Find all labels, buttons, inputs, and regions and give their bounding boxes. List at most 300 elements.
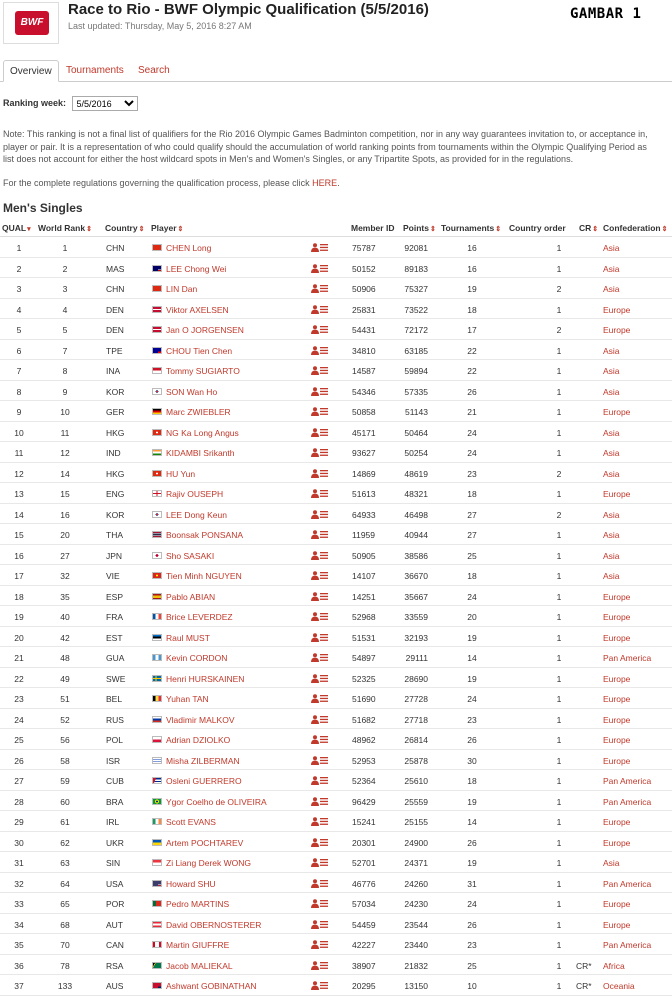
qual-cell: 14: [14, 509, 24, 520]
member-id-cell: 51682: [352, 714, 376, 725]
col-country-order[interactable]: [509, 223, 566, 233]
section-title: Men's Singles: [3, 201, 83, 215]
player-profile-icon[interactable]: [311, 469, 319, 478]
disclaimer-line: Note: This ranking is not a final list of qualifiers for the Rio 2016 Olympic Games Badminton competition, nor in any way guarantees invitation to, or acceptance in,: [3, 129, 648, 139]
country-order-cell: 1: [556, 263, 562, 274]
qual-cell: 33: [14, 899, 24, 909]
player-profile-icon[interactable]: [311, 264, 319, 273]
qual-cell: 24: [14, 714, 24, 725]
table-row: [0, 545, 672, 566]
player-profile-icon[interactable]: [311, 858, 319, 867]
confederation-cell: Pan America: [603, 653, 652, 663]
player-results-icon[interactable]: [320, 716, 328, 723]
player-link[interactable]: SON Wan Ho: [166, 386, 218, 397]
col-country[interactable]: [105, 223, 144, 233]
profile-actions: [311, 510, 329, 519]
col-player-label: Player: [151, 223, 177, 233]
player-profile-icon[interactable]: [311, 817, 319, 826]
confederation-cell: Europe: [603, 714, 631, 725]
profile-actions: [311, 346, 329, 355]
player-profile-icon[interactable]: [311, 571, 319, 580]
player-link[interactable]: LIN Dan: [166, 284, 198, 294]
player-results-icon[interactable]: [320, 326, 328, 333]
profile-actions: [311, 858, 329, 867]
table-row: [0, 914, 672, 935]
world-rank-cell: 58: [60, 755, 70, 766]
player-link[interactable]: HU Yun: [166, 468, 196, 479]
world-rank-cell: 133: [57, 981, 73, 991]
country-cell: ENG: [106, 489, 125, 499]
player-results-icon[interactable]: [320, 736, 328, 743]
qual-cell: 19: [14, 612, 24, 622]
player-link[interactable]: Pablo ABIAN: [166, 591, 216, 602]
player-profile-icon[interactable]: [311, 407, 319, 416]
table-row: [0, 791, 672, 812]
table-row: [0, 852, 672, 873]
player-results-icon[interactable]: [320, 265, 328, 272]
country-cell: GUA: [106, 653, 125, 663]
country-cell: MAS: [106, 263, 125, 274]
sort-icon: ⇕: [661, 226, 668, 233]
country-cell: GER: [106, 407, 125, 417]
confederation-cell: Asia: [603, 386, 620, 397]
confederation-cell: Asia: [603, 571, 620, 581]
country-order-cell: 2: [556, 468, 562, 479]
country-order-cell: 1: [556, 345, 562, 356]
player-profile-icon[interactable]: [311, 756, 319, 765]
flag-icon: [152, 408, 162, 415]
member-id-cell: 14587: [352, 366, 376, 376]
tournaments-cell: 24: [467, 591, 477, 602]
country-cell: HKG: [106, 427, 125, 438]
member-id-cell: 54897: [352, 653, 376, 663]
player-link[interactable]: Ygor Coelho de OLIVEIRA: [166, 796, 267, 807]
player-profile-icon[interactable]: [311, 366, 319, 375]
player-results-icon[interactable]: [320, 429, 328, 436]
ranking-week-control: [3, 96, 138, 111]
col-country-label: Country: [105, 223, 138, 233]
country-order-cell: 1: [556, 386, 562, 397]
qual-cell: 35: [14, 940, 24, 950]
flag-icon: [152, 982, 162, 989]
qual-cell: 25: [14, 735, 24, 745]
player-link[interactable]: Boonsak PONSANA: [166, 530, 244, 540]
player-link[interactable]: Zi Liang Derek WONG: [166, 858, 252, 868]
player-results-icon[interactable]: [320, 859, 328, 866]
player-results-icon[interactable]: [320, 408, 328, 415]
flag-icon: [152, 818, 162, 825]
player-profile-icon[interactable]: [311, 530, 319, 539]
tab-overview[interactable]: Overview: [3, 60, 59, 82]
confederation-cell: Europe: [603, 407, 631, 417]
country-order-cell: 1: [556, 591, 562, 602]
player-results-icon[interactable]: [320, 921, 328, 928]
player-results-icon[interactable]: [320, 798, 328, 805]
world-rank-cell: 48: [60, 653, 70, 663]
player-profile-icon[interactable]: [311, 797, 319, 806]
player-results-icon[interactable]: [320, 511, 328, 518]
world-rank-cell: 51: [60, 694, 70, 704]
confederation-cell: Pan America: [603, 878, 652, 889]
tournaments-cell: 23: [467, 940, 477, 950]
col-cr[interactable]: [579, 223, 598, 233]
world-rank-cell: 56: [60, 735, 70, 745]
player-results-icon[interactable]: [320, 654, 328, 661]
points-cell: 48619: [404, 468, 428, 479]
qual-cell: 30: [14, 837, 24, 848]
country-order-cell: 1: [556, 427, 562, 438]
points-cell: 92081: [404, 243, 428, 253]
tournaments-cell: 23: [467, 714, 477, 725]
flag-icon: [152, 613, 162, 620]
points-cell: 32193: [404, 632, 428, 643]
player-link[interactable]: Artem POCHTAREV: [166, 837, 244, 848]
points-cell: 13150: [404, 981, 428, 991]
country-cell: THA: [106, 530, 123, 540]
profile-actions: [311, 756, 329, 765]
tournaments-cell: 26: [467, 919, 477, 930]
player-results-icon[interactable]: [320, 880, 328, 887]
flag-icon: [152, 490, 162, 497]
points-cell: 28690: [404, 673, 428, 684]
player-link[interactable]: Jacob MALIEKAL: [166, 960, 233, 971]
qual-cell: 3: [16, 284, 22, 294]
player-results-icon[interactable]: [320, 613, 328, 620]
ranking-week-select[interactable]: [72, 96, 138, 111]
player-link[interactable]: David OBERNOSTERER: [166, 919, 262, 930]
profile-actions: [311, 797, 329, 806]
points-cell: 25610: [404, 776, 428, 786]
player-link[interactable]: CHEN Long: [166, 243, 212, 253]
confederation-cell: Europe: [603, 899, 631, 909]
confederation-cell: Asia: [603, 284, 620, 294]
player-results-icon[interactable]: [320, 367, 328, 374]
col-qual[interactable]: [2, 223, 31, 233]
player-results-icon[interactable]: [320, 900, 328, 907]
player-link[interactable]: Ashwant GOBINATHAN: [166, 981, 257, 991]
table-row: [0, 606, 672, 627]
confederation-cell: Europe: [603, 325, 631, 335]
points-cell: 38586: [404, 550, 428, 561]
player-link[interactable]: Rajiv OUSEPH: [166, 489, 224, 499]
country-cell: BEL: [106, 694, 123, 704]
player-results-icon[interactable]: [320, 941, 328, 948]
player-link[interactable]: LEE Chong Wei: [166, 263, 227, 274]
flag-icon: [152, 859, 162, 866]
tournaments-cell: 23: [467, 468, 477, 479]
country-cell: VIE: [106, 571, 120, 581]
confederation-cell: Africa: [603, 960, 625, 971]
world-rank-cell: 20: [60, 530, 70, 540]
player-link[interactable]: KIDAMBI Srikanth: [166, 448, 235, 458]
world-rank-cell: 1: [62, 243, 68, 253]
points-cell: 35667: [404, 591, 428, 602]
qual-cell: 13: [14, 489, 24, 499]
col-tournaments[interactable]: [441, 223, 501, 233]
qual-cell: 22: [14, 673, 24, 684]
flag-icon: [152, 449, 162, 456]
player-profile-icon[interactable]: [311, 551, 319, 560]
country-cell: SIN: [106, 858, 121, 868]
player-profile-icon[interactable]: [311, 981, 319, 990]
player-link[interactable]: Misha ZILBERMAN: [166, 755, 240, 766]
qual-cell: 29: [14, 817, 24, 827]
profile-actions: [311, 653, 329, 662]
player-link[interactable]: Kevin CORDON: [166, 653, 228, 663]
player-profile-icon[interactable]: [311, 284, 319, 293]
player-profile-icon[interactable]: [311, 735, 319, 744]
member-id-cell: 51531: [352, 632, 376, 643]
player-results-icon[interactable]: [320, 388, 328, 395]
table-row: [0, 975, 672, 996]
country-cell: JPN: [106, 550, 123, 561]
confederation-cell: Asia: [603, 550, 620, 561]
points-cell: 24260: [404, 878, 428, 889]
player-results-icon[interactable]: [320, 777, 328, 784]
member-id-cell: 52364: [352, 776, 376, 786]
sort-icon: ⇕: [592, 226, 599, 233]
member-id-cell: 54346: [352, 386, 376, 397]
member-id-cell: 20295: [352, 981, 376, 991]
country-cell: CHN: [106, 243, 125, 253]
world-rank-cell: 14: [60, 468, 70, 479]
player-link[interactable]: Marc ZWIEBLER: [166, 407, 231, 417]
tab-tournaments[interactable]: Tournaments: [66, 65, 124, 76]
player-link[interactable]: LEE Dong Keun: [166, 509, 227, 520]
player-profile-icon[interactable]: [311, 346, 319, 355]
points-cell: 51143: [404, 407, 428, 417]
table-row: [0, 524, 672, 545]
country-order-cell: 1: [556, 837, 562, 848]
col-points[interactable]: [403, 223, 436, 233]
country-order-cell: 2: [556, 284, 562, 294]
player-link[interactable]: CHOU Tien Chen: [166, 345, 233, 356]
flag-icon: [152, 695, 162, 702]
flag-icon: [152, 941, 162, 948]
world-rank-cell: 60: [60, 796, 70, 807]
player-results-icon[interactable]: [320, 962, 328, 969]
player-results-icon[interactable]: [320, 531, 328, 538]
player-link[interactable]: Raul MUST: [166, 632, 210, 643]
player-link[interactable]: Henri HURSKAINEN: [166, 673, 245, 684]
tournaments-cell: 24: [467, 448, 477, 458]
tournaments-cell: 18: [467, 776, 477, 786]
world-rank-cell: 61: [60, 817, 70, 827]
player-link[interactable]: Yuhan TAN: [166, 694, 209, 704]
col-player[interactable]: [151, 223, 183, 233]
player-profile-icon[interactable]: [311, 879, 319, 888]
player-profile-icon[interactable]: [311, 961, 319, 970]
world-rank-cell: 63: [60, 858, 70, 868]
player-link[interactable]: Martin GIUFFRE: [166, 940, 230, 950]
player-results-icon[interactable]: [320, 449, 328, 456]
confederation-cell: Pan America: [603, 940, 652, 950]
profile-actions: [311, 284, 329, 293]
player-results-icon[interactable]: [320, 572, 328, 579]
player-results-icon[interactable]: [320, 675, 328, 682]
country-order-cell: 1: [556, 407, 562, 417]
col-world-rank[interactable]: [38, 223, 92, 233]
player-profile-icon[interactable]: [311, 243, 319, 252]
table-row: [0, 237, 672, 258]
player-link[interactable]: Pedro MARTINS: [166, 899, 230, 909]
player-link[interactable]: Sho SASAKI: [166, 550, 215, 561]
player-results-icon[interactable]: [320, 552, 328, 559]
player-profile-icon[interactable]: [311, 653, 319, 662]
player-profile-icon[interactable]: [311, 838, 319, 847]
profile-actions: [311, 469, 329, 478]
player-results-icon[interactable]: [320, 593, 328, 600]
profile-actions: [311, 387, 329, 396]
tournaments-cell: 18: [467, 304, 477, 315]
player-link[interactable]: Viktor AXELSEN: [166, 304, 229, 315]
tournaments-cell: 21: [467, 407, 477, 417]
world-rank-cell: 7: [62, 345, 68, 356]
player-results-icon[interactable]: [320, 634, 328, 641]
table-row: [0, 504, 672, 525]
col-confederation[interactable]: [603, 223, 668, 233]
country-cell: RSA: [106, 960, 124, 971]
player-results-icon[interactable]: [320, 244, 328, 251]
points-cell: 50254: [404, 448, 428, 458]
world-rank-cell: 42: [60, 632, 70, 643]
player-link[interactable]: Osleni GUERRERO: [166, 776, 242, 786]
country-order-cell: 1: [556, 653, 562, 663]
player-profile-icon[interactable]: [311, 612, 319, 621]
player-link[interactable]: Scott EVANS: [166, 817, 216, 827]
ranking-disclaimer: [3, 128, 672, 166]
player-profile-icon[interactable]: [311, 448, 319, 457]
flag-icon: [152, 634, 162, 641]
country-order-cell: 1: [556, 530, 562, 540]
player-link[interactable]: Jan O JORGENSEN: [166, 325, 244, 335]
world-rank-cell: 62: [60, 837, 70, 848]
points-cell: 25155: [404, 817, 428, 827]
country-cell: DEN: [106, 304, 124, 315]
country-cell: RUS: [106, 714, 124, 725]
tournaments-cell: 24: [467, 427, 477, 438]
player-profile-icon[interactable]: [311, 715, 319, 724]
qual-cell: 34: [14, 919, 24, 930]
profile-actions: [311, 551, 329, 560]
confederation-cell: Europe: [603, 694, 631, 704]
qual-cell: 17: [14, 571, 24, 581]
profile-actions: [311, 264, 329, 273]
points-cell: 25878: [404, 755, 428, 766]
player-link[interactable]: Tommy SUGIARTO: [166, 366, 240, 376]
player-profile-icon[interactable]: [311, 674, 319, 683]
player-profile-icon[interactable]: [311, 489, 319, 498]
table-row: [0, 873, 672, 894]
player-results-icon[interactable]: [320, 347, 328, 354]
country-cell: CAN: [106, 940, 124, 950]
country-cell: BRA: [106, 796, 124, 807]
player-profile-icon[interactable]: [311, 592, 319, 601]
player-results-icon[interactable]: [320, 757, 328, 764]
table-row: [0, 299, 672, 320]
member-id-cell: 50858: [352, 407, 376, 417]
player-results-icon[interactable]: [320, 982, 328, 989]
player-results-icon[interactable]: [320, 695, 328, 702]
player-link[interactable]: NG Ka Long Angus: [166, 427, 239, 438]
flag-icon: [152, 921, 162, 928]
player-link[interactable]: Brice LEVERDEZ: [166, 612, 233, 622]
country-cell: POL: [106, 735, 124, 745]
regulations-text: For the complete regulations governing the qualification process, please click: [3, 178, 313, 188]
world-rank-cell: 12: [60, 448, 70, 458]
member-id-cell: 45171: [352, 427, 376, 438]
table-row: [0, 832, 672, 853]
country-order-cell: 1: [556, 304, 562, 315]
player-profile-icon[interactable]: [311, 305, 319, 314]
qual-cell: 12: [14, 468, 24, 479]
player-profile-icon[interactable]: [311, 940, 319, 949]
disclaimer-line: player or pair. It is a representation of who could qualify should the accumulation of world ranking points from tournaments within the Olympic Qualifying Period as: [3, 141, 647, 152]
player-profile-icon[interactable]: [311, 899, 319, 908]
profile-actions: [311, 981, 329, 990]
player-results-icon[interactable]: [320, 490, 328, 497]
country-order-cell: 1: [556, 981, 562, 991]
member-id-cell: 46776: [352, 878, 376, 889]
bwf-logo[interactable]: [3, 2, 59, 44]
player-results-icon[interactable]: [320, 306, 328, 313]
profile-actions: [311, 694, 329, 703]
points-cell: 75327: [404, 284, 428, 294]
player-profile-icon[interactable]: [311, 694, 319, 703]
player-profile-icon[interactable]: [311, 920, 319, 929]
player-profile-icon[interactable]: [311, 633, 319, 642]
member-id-cell: 15241: [352, 817, 376, 827]
world-rank-cell: 27: [60, 550, 70, 561]
tournaments-cell: 18: [467, 571, 477, 581]
player-profile-icon[interactable]: [311, 387, 319, 396]
player-link[interactable]: Howard SHU: [166, 878, 216, 889]
table-row: [0, 934, 672, 955]
tab-search[interactable]: Search: [138, 65, 170, 76]
player-profile-icon[interactable]: [311, 325, 319, 334]
col-member-id[interactable]: [351, 223, 394, 233]
player-link[interactable]: Tien Minh NGUYEN: [166, 571, 242, 581]
flag-icon: [152, 511, 162, 518]
player-results-icon[interactable]: [320, 818, 328, 825]
sort-icon: ⇕: [429, 226, 436, 233]
player-profile-icon[interactable]: [311, 776, 319, 785]
player-results-icon[interactable]: [320, 285, 328, 292]
profile-actions: [311, 448, 329, 457]
profile-actions: [311, 715, 329, 724]
player-profile-icon[interactable]: [311, 428, 319, 437]
tournaments-cell: 31: [467, 878, 477, 889]
qual-cell: 18: [14, 591, 24, 602]
points-cell: 23440: [404, 940, 428, 950]
country-order-cell: 1: [556, 366, 562, 376]
player-link[interactable]: Adrian DZIOLKO: [166, 735, 231, 745]
player-results-icon[interactable]: [320, 470, 328, 477]
player-profile-icon[interactable]: [311, 510, 319, 519]
confederation-cell: Asia: [603, 530, 620, 540]
table-row: [0, 463, 672, 484]
member-id-cell: 14107: [352, 571, 376, 581]
player-results-icon[interactable]: [320, 839, 328, 846]
confederation-cell: Pan America: [603, 776, 652, 786]
country-order-cell: 1: [556, 919, 562, 930]
player-link[interactable]: Vladimir MALKOV: [166, 714, 235, 725]
country-cell: UKR: [106, 837, 124, 848]
points-cell: 25559: [404, 796, 428, 807]
confederation-cell: Asia: [603, 509, 620, 520]
flag-icon: [152, 757, 162, 764]
regulations-link[interactable]: HERE: [312, 178, 338, 188]
